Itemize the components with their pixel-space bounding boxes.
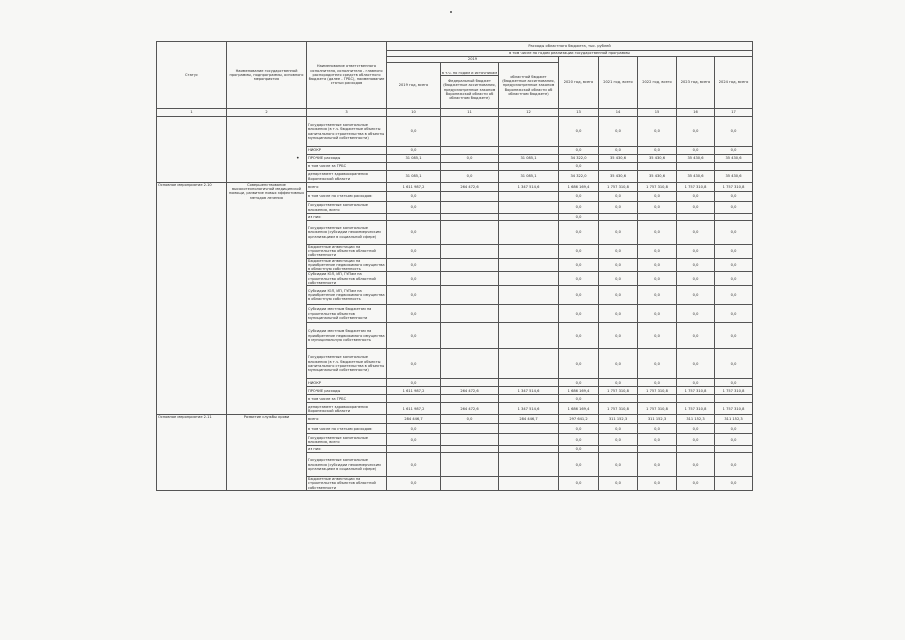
row-value <box>599 446 638 453</box>
row-cost-item: Государственные капитальные вложения (в т.ч. бюджетные объекты капитального строительства в объекты муниципальной собственности) <box>307 117 387 147</box>
row-value: 1 347 514,6 <box>499 387 559 395</box>
row-value <box>387 446 441 453</box>
row-value: 0,0 <box>387 349 441 379</box>
row-value: 0,0 <box>599 258 638 272</box>
row-value: 0,0 <box>599 379 638 387</box>
row-value: 0,0 <box>638 272 677 286</box>
row-value <box>499 258 559 272</box>
row-cost-item: Субсидии ЮЛ, ИП, ГУПам на приобретение недвижимого имущества в областную собственность <box>307 286 387 305</box>
row-value <box>499 192 559 202</box>
header-2021: 2021 год, всего <box>599 57 638 109</box>
row-status <box>157 117 227 183</box>
row-value: 0,0 <box>559 453 599 477</box>
row-value: 0,0 <box>677 434 715 446</box>
row-value <box>441 424 499 434</box>
row-value: 35 430,6 <box>677 171 715 183</box>
row-value: 0,0 <box>677 192 715 202</box>
row-value: 0,0 <box>715 434 753 446</box>
row-value: 0,0 <box>638 202 677 214</box>
header-federal-label: Федеральный бюджет (бюджетные ассигнования, предусмотренные законом Воронежской области об областном бюджете) <box>443 79 496 100</box>
row-value <box>499 147 559 155</box>
row-value <box>677 446 715 453</box>
row-value: 1 611 987,2 <box>387 387 441 395</box>
row-value: 0,0 <box>559 286 599 305</box>
column-number: 13 <box>559 109 599 117</box>
row-value: 0,0 <box>387 245 441 259</box>
row-value: 0,0 <box>599 434 638 446</box>
table-row <box>157 183 753 192</box>
row-value: 0,0 <box>638 117 677 147</box>
row-value <box>499 117 559 147</box>
row-value: 35 430,6 <box>599 155 638 163</box>
row-value: 0,0 <box>387 272 441 286</box>
row-value: 1 347 514,6 <box>499 183 559 192</box>
row-value: 0,0 <box>387 221 441 245</box>
row-value: 0,0 <box>387 477 441 491</box>
row-value: 0,0 <box>715 258 753 272</box>
row-value: 0,0 <box>638 221 677 245</box>
row-cost-item: в том числе за ГРБС <box>307 163 387 171</box>
row-value <box>441 395 499 403</box>
row-value <box>441 477 499 491</box>
header-incl-period: в т.ч. по годам и источникам <box>441 70 498 75</box>
row-value: 0,0 <box>715 117 753 147</box>
row-value: 0,0 <box>677 221 715 245</box>
row-value <box>599 214 638 221</box>
row-value: 0,0 <box>677 424 715 434</box>
row-cost-item: в том числе за ГРБС <box>307 395 387 403</box>
row-value: 31 085,1 <box>387 171 441 183</box>
header-cost-item: Наименование ответственного исполнителя, исполнителя - главного распорядителя средств областного бюджета (далее - ГРБС), наименование статьи расходов <box>307 42 387 109</box>
row-value <box>499 349 559 379</box>
column-number: 2 <box>227 109 307 117</box>
row-value <box>499 202 559 214</box>
row-cost-item: Субсидии местным бюджетам на приобретение недвижимого имущества в муниципальную собственность <box>307 323 387 349</box>
row-value <box>677 395 715 403</box>
row-value: 0,0 <box>387 379 441 387</box>
row-value: 0,0 <box>638 323 677 349</box>
row-cost-item: из них: <box>307 446 387 453</box>
row-cost-item: всего <box>307 415 387 424</box>
row-value: 0,0 <box>599 349 638 379</box>
row-value: 0,0 <box>677 245 715 259</box>
row-value: 1 757 310,8 <box>638 387 677 395</box>
row-cost-item: департамент здравоохранения Воронежской области <box>307 403 387 415</box>
row-value <box>441 434 499 446</box>
row-value: 311 152,3 <box>599 415 638 424</box>
row-value: 0,0 <box>387 202 441 214</box>
row-value: 0,0 <box>599 305 638 323</box>
row-value: 0,0 <box>638 349 677 379</box>
row-value <box>441 349 499 379</box>
row-value: 0,0 <box>387 323 441 349</box>
header-regional: областной бюджет (бюджетные ассигнования, предусмотренные законом Воронежской области об областном бюджете) <box>499 63 559 109</box>
row-value: 0,0 <box>599 202 638 214</box>
row-value <box>677 214 715 221</box>
row-value <box>441 286 499 305</box>
header-incl-budget: в том числе по годам реализации государственной программы <box>387 51 753 57</box>
row-cost-item: Государственные капитальные вложения, всего <box>307 434 387 446</box>
row-program: Совершенствование высокотехнологичной медицинской помощи, развитие новых эффективных методов лечения <box>227 183 307 415</box>
table-row <box>157 117 753 147</box>
row-value: 311 152,3 <box>715 415 753 424</box>
row-value: 0,0 <box>638 434 677 446</box>
row-value <box>715 395 753 403</box>
row-value: 0,0 <box>559 305 599 323</box>
row-cost-item: Государственные капитальные вложения (субсидии некоммерческим организациям в социальной сфере) <box>307 221 387 245</box>
row-value: 0,0 <box>638 424 677 434</box>
row-value: 0,0 <box>677 477 715 491</box>
row-value: 0,0 <box>599 245 638 259</box>
row-value <box>638 214 677 221</box>
row-value: 0,0 <box>441 171 499 183</box>
row-value: 1 757 310,8 <box>599 183 638 192</box>
row-value <box>441 202 499 214</box>
row-value: 0,0 <box>677 258 715 272</box>
column-numbers-row <box>157 109 753 117</box>
column-number: 17 <box>715 109 753 117</box>
row-value: 1 757 310,8 <box>677 387 715 395</box>
row-value: 0,0 <box>559 272 599 286</box>
row-value <box>387 163 441 171</box>
row-value: 0,0 <box>387 305 441 323</box>
row-cost-item: в том числе по статьям расходов: <box>307 424 387 434</box>
row-value <box>441 453 499 477</box>
row-value <box>499 395 559 403</box>
row-value: 284 446,7 <box>499 415 559 424</box>
row-value: 0,0 <box>559 214 599 221</box>
row-value <box>715 446 753 453</box>
row-value <box>715 214 753 221</box>
row-value: 0,0 <box>559 424 599 434</box>
row-status: Основное мероприятие 2.11 <box>157 415 227 491</box>
row-value: 0,0 <box>559 323 599 349</box>
row-value <box>638 446 677 453</box>
row-value: 0,0 <box>387 453 441 477</box>
row-cost-item: всего <box>307 183 387 192</box>
row-value <box>441 323 499 349</box>
row-value: 0,0 <box>599 147 638 155</box>
row-value <box>499 424 559 434</box>
row-value <box>599 163 638 171</box>
row-value <box>499 221 559 245</box>
row-value: 0,0 <box>677 349 715 379</box>
row-value: 0,0 <box>559 245 599 259</box>
row-value <box>499 272 559 286</box>
row-value: 0,0 <box>387 258 441 272</box>
row-cost-item: департамент здравоохранения Воронежской области <box>307 171 387 183</box>
row-value: 0,0 <box>677 272 715 286</box>
row-value: 0,0 <box>599 192 638 202</box>
row-value <box>499 453 559 477</box>
row-value: 0,0 <box>599 286 638 305</box>
row-value: 0,0 <box>677 305 715 323</box>
table-body <box>157 117 753 491</box>
row-value: 34 322,0 <box>559 171 599 183</box>
row-cost-item: ПРОЧИЕ расходы <box>307 155 387 163</box>
row-cost-item: Бюджетные инвестиции на строительство объектов областной собственности <box>307 245 387 259</box>
row-value <box>499 305 559 323</box>
row-cost-item: Государственные капитальные вложения (в т.ч. бюджетные объекты капитального строительства в объекты муниципальной собственности) <box>307 349 387 379</box>
column-number: 10 <box>387 109 441 117</box>
row-cost-item: ПРОЧИЕ расходы <box>307 387 387 395</box>
row-value: 0,0 <box>599 424 638 434</box>
row-value: 0,0 <box>599 272 638 286</box>
row-value: 0,0 <box>715 147 753 155</box>
row-value: 0,0 <box>715 379 753 387</box>
row-status: Основное мероприятие 2.10 <box>157 183 227 415</box>
row-value <box>499 163 559 171</box>
row-value: 35 430,6 <box>638 155 677 163</box>
row-value <box>499 245 559 259</box>
row-value: 0,0 <box>441 155 499 163</box>
row-value <box>677 163 715 171</box>
row-cost-item: НИОКР <box>307 147 387 155</box>
row-value: 0,0 <box>599 221 638 245</box>
row-cost-item: в том числе по статьям расходов: <box>307 192 387 202</box>
row-value <box>441 379 499 387</box>
row-value: 0,0 <box>638 258 677 272</box>
header-2020: 2020 год, всего <box>559 57 599 109</box>
row-value <box>441 163 499 171</box>
row-value: 0,0 <box>599 477 638 491</box>
row-value <box>441 214 499 221</box>
row-value <box>715 163 753 171</box>
row-value: 1 611 987,2 <box>387 403 441 415</box>
row-value: 311 152,3 <box>677 415 715 424</box>
row-value: 0,0 <box>599 453 638 477</box>
row-value: 0,0 <box>715 286 753 305</box>
row-value: 0,0 <box>559 258 599 272</box>
row-value: 0,0 <box>715 477 753 491</box>
row-value: 1 611 987,2 <box>387 183 441 192</box>
column-number: 1 <box>157 109 227 117</box>
column-number: 12 <box>499 109 559 117</box>
row-value: 31 085,1 <box>499 155 559 163</box>
row-value: 0,0 <box>677 286 715 305</box>
row-value <box>441 221 499 245</box>
row-value: 264 472,6 <box>441 387 499 395</box>
row-value: 0,0 <box>677 147 715 155</box>
header-2023: 2023 год, всего <box>677 57 715 109</box>
row-value <box>638 163 677 171</box>
row-value <box>387 395 441 403</box>
row-value: 0,0 <box>638 245 677 259</box>
row-value <box>599 395 638 403</box>
row-value: 0,0 <box>677 379 715 387</box>
row-value: 1 347 514,6 <box>499 403 559 415</box>
row-value: 35 430,6 <box>638 171 677 183</box>
header-first-year: 2019 год, всего <box>387 63 441 109</box>
row-cost-item: Бюджетные инвестиции на строительство объектов областной собственности <box>307 477 387 491</box>
row-value: 0,0 <box>638 453 677 477</box>
row-value: 0,0 <box>559 192 599 202</box>
header-2022: 2022 год, всего <box>638 57 677 109</box>
row-value: 0,0 <box>638 305 677 323</box>
row-value <box>387 214 441 221</box>
row-value: 31 085,1 <box>387 155 441 163</box>
page-mark-bullet: • <box>296 155 300 162</box>
row-value: 264 472,6 <box>441 183 499 192</box>
header-federal <box>441 63 499 109</box>
row-value: 0,0 <box>559 446 599 453</box>
row-value: 0,0 <box>638 192 677 202</box>
header-expenses: Расходы областного бюджета, тыс. рублей <box>387 42 753 51</box>
row-value: 0,0 <box>677 202 715 214</box>
row-value: 0,0 <box>387 434 441 446</box>
row-value: 0,0 <box>715 323 753 349</box>
row-value: 297 641,2 <box>559 415 599 424</box>
page-mark <box>450 11 452 13</box>
header-program: Наименование государственной программы, подпрограммы, основного мероприятия <box>227 42 307 109</box>
row-value: 0,0 <box>559 202 599 214</box>
row-value: 0,0 <box>559 434 599 446</box>
row-value <box>638 395 677 403</box>
row-value <box>441 446 499 453</box>
row-value: 1 686 169,4 <box>559 403 599 415</box>
row-value: 0,0 <box>715 453 753 477</box>
row-value: 0,0 <box>559 221 599 245</box>
row-value: 0,0 <box>559 147 599 155</box>
row-value: 0,0 <box>715 424 753 434</box>
row-value: 1 757 310,8 <box>715 183 753 192</box>
row-value: 0,0 <box>559 395 599 403</box>
row-value: 0,0 <box>387 117 441 147</box>
row-value: 0,0 <box>677 117 715 147</box>
row-cost-item: Государственные капитальные вложения (субсидии некоммерческим организациям в социальной сфере) <box>307 453 387 477</box>
row-value: 0,0 <box>638 286 677 305</box>
row-value: 0,0 <box>638 477 677 491</box>
row-value: 0,0 <box>387 147 441 155</box>
row-value <box>499 434 559 446</box>
row-value: 0,0 <box>441 415 499 424</box>
row-value <box>441 245 499 259</box>
row-value: 0,0 <box>387 286 441 305</box>
row-value: 284 446,7 <box>387 415 441 424</box>
row-value: 1 686 169,4 <box>559 183 599 192</box>
row-value: 1 757 310,8 <box>638 183 677 192</box>
row-value <box>499 214 559 221</box>
row-cost-item: НИОКР <box>307 379 387 387</box>
row-cost-item: Государственные капитальные вложения, всего <box>307 202 387 214</box>
row-value: 35 430,6 <box>599 171 638 183</box>
column-number: 11 <box>441 109 499 117</box>
row-value <box>441 305 499 323</box>
row-value: 0,0 <box>677 323 715 349</box>
column-number: 3 <box>307 109 387 117</box>
row-cost-item: Субсидии ЮЛ, ИП, ГУПам на строительство объектов областной собственности <box>307 272 387 286</box>
row-value: 1 686 169,4 <box>559 387 599 395</box>
row-value: 1 757 310,8 <box>599 387 638 395</box>
row-value: 1 757 310,8 <box>677 403 715 415</box>
row-value: 0,0 <box>677 453 715 477</box>
row-value: 0,0 <box>599 117 638 147</box>
row-value: 1 757 310,8 <box>677 183 715 192</box>
column-number: 16 <box>677 109 715 117</box>
row-value: 0,0 <box>387 424 441 434</box>
header-year-2019: 2019 <box>387 57 559 63</box>
row-value <box>441 258 499 272</box>
row-value: 0,0 <box>638 379 677 387</box>
row-value: 0,0 <box>559 117 599 147</box>
row-value: 0,0 <box>559 477 599 491</box>
row-value: 0,0 <box>559 379 599 387</box>
row-value: 0,0 <box>715 192 753 202</box>
row-value: 0,0 <box>715 349 753 379</box>
row-value <box>441 117 499 147</box>
row-cost-item: Субсидии местным бюджетам на строительство объектов муниципальной собственности <box>307 305 387 323</box>
row-value: 0,0 <box>559 163 599 171</box>
header-status: Статус <box>157 42 227 109</box>
row-cost-item: Бюджетные инвестиции на приобретение недвижимого имущества в областную собственность <box>308 258 385 272</box>
row-value <box>499 379 559 387</box>
row-value: 31 085,1 <box>499 171 559 183</box>
row-value: 0,0 <box>715 221 753 245</box>
row-value <box>441 272 499 286</box>
column-number: 15 <box>638 109 677 117</box>
row-value <box>499 446 559 453</box>
table-header <box>157 42 753 117</box>
row-value: 264 472,6 <box>441 403 499 415</box>
row-value: 1 757 310,8 <box>599 403 638 415</box>
row-value: 35 430,6 <box>715 171 753 183</box>
row-value: 35 430,6 <box>677 155 715 163</box>
table-row <box>157 415 753 424</box>
row-value <box>499 286 559 305</box>
budget-table <box>156 41 753 491</box>
row-value <box>499 477 559 491</box>
row-value: 0,0 <box>715 245 753 259</box>
row-value: 0,0 <box>715 272 753 286</box>
row-value <box>441 147 499 155</box>
row-value: 0,0 <box>638 147 677 155</box>
row-value <box>499 323 559 349</box>
row-value: 0,0 <box>599 323 638 349</box>
row-value <box>441 192 499 202</box>
row-value: 1 757 310,8 <box>638 403 677 415</box>
row-cost-item: из них: <box>307 214 387 221</box>
row-value: 0,0 <box>559 349 599 379</box>
row-value: 1 757 310,8 <box>715 403 753 415</box>
row-program: Развитие службы крови <box>227 415 307 491</box>
row-value: 35 430,6 <box>715 155 753 163</box>
row-value: 0,0 <box>387 192 441 202</box>
header-2024: 2024 год, всего <box>715 57 753 109</box>
row-value: 34 322,0 <box>559 155 599 163</box>
row-program <box>227 117 307 183</box>
row-value: 1 757 310,8 <box>715 387 753 395</box>
row-value: 0,0 <box>715 202 753 214</box>
row-value: 0,0 <box>715 305 753 323</box>
column-number: 14 <box>599 109 638 117</box>
row-value: 311 152,3 <box>638 415 677 424</box>
